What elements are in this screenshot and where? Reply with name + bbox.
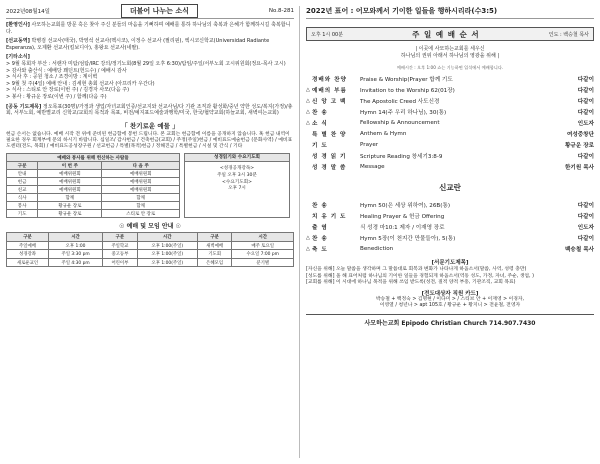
roster-cell: 헌금 (7, 178, 38, 186)
other-news-section (6, 54, 294, 100)
roster-cell: 스티로 안 장로 (102, 210, 180, 218)
order-presenter: 다같이 (577, 202, 594, 209)
order-presenter: 인도자 (577, 120, 594, 127)
meet-cell: 기도회 (197, 250, 232, 259)
table-row (7, 258, 294, 267)
list-item (306, 95, 594, 106)
order-desc: Scripture Reading 창세기3:8-9 (360, 153, 443, 160)
order-presenter: 여성중창단 (566, 131, 594, 138)
meetings-table (6, 232, 294, 267)
prayer-text: 정오목표(30명)/가정과 생업/자녀교회인증/선교지와 선교사님/다 기관 조직과 활성화/중년 약한 성도/복지(가정)/총회, 서부노회, 예반별교리 신학교/교회의 목적과 목표, 비전/예지표드예술과행학/미국, 한국/협약교회(하늘교회, 새벽여는교회) (6, 103, 293, 117)
standing-mark: △ (306, 86, 310, 93)
order-desc: Message (360, 163, 385, 170)
roster-header: 다 음 주 (102, 162, 180, 170)
list-item (306, 243, 594, 254)
guide-line: [자신을 위해] 오늘 말씀을 생각하며 그 말씀대로 회복과 변화가 나타나게 하옵소서(말씀, 사역, 성령 충만) (306, 267, 527, 273)
roster-cell: 봉사 (7, 202, 38, 210)
table-row (7, 241, 294, 250)
order-desc: Fellowship & Announcement (360, 119, 440, 126)
order-presenter: 다같이 (577, 235, 594, 242)
meetings-title-text: 예배 및 모임 안내 (126, 223, 174, 231)
order-presenter: 다같이 (577, 76, 594, 83)
mission-head: [선교동역] (6, 38, 30, 45)
right-header (306, 4, 594, 19)
roster-cell: 함께 (102, 202, 180, 210)
service-bar (306, 27, 594, 41)
roster-header: 이 번 주 (38, 162, 102, 170)
guide-line: [성도를 위해] 올 해 표어처럼 하나님의 기이한 일들을 경험되게 하옵소서(역동 성도, 가정, 자녀, 주순, 생업, ) (306, 273, 534, 279)
roster-cell: 함께 (38, 194, 102, 202)
order-name: 성 경 말 씀 (312, 164, 347, 171)
service-time: 오후 1시 00분 (311, 31, 344, 38)
order-name: 성 경 읽 기 (312, 153, 347, 160)
meet-cell: 새벽예배 (197, 241, 232, 250)
conference-title: 성경읽기와 수요기도회 (185, 154, 289, 162)
order-desc: 식 성경 마10:1 제자 / 이재영 장로 (360, 224, 445, 231)
roster-cell: 안내 (7, 170, 38, 178)
evangelism-line: 이영열 / 청년나 > apt 105호 / 황규운 + 황지니 > 전윤철, 전영자 (379, 303, 521, 309)
list-item (306, 117, 594, 128)
standing-mark: △ (306, 245, 310, 252)
meet-cell: 주일 3:30 pm (49, 250, 103, 259)
meet-cell: 오후 1:00 (49, 241, 103, 250)
list-item (306, 84, 594, 95)
order-desc: Healing Prayer & 헌금 Offering (360, 213, 445, 220)
list-item (306, 139, 594, 150)
prayer-head: [공동 기도제목] (6, 103, 42, 110)
meet-header: 구분 (7, 233, 49, 242)
table-row (7, 202, 180, 210)
meet-header: 시간 (49, 233, 103, 242)
standing-mark: △ (306, 108, 310, 115)
order-name: 찬 송 (312, 235, 328, 242)
order-name: 찬 송 (312, 109, 328, 116)
roster-cell: 황규운 장로 (38, 202, 102, 210)
list-item (306, 161, 594, 172)
meet-cell: 수요일 7:00 pm (232, 250, 294, 259)
order-presenter: 다같이 (577, 87, 594, 94)
order-presenter: 인도자 (577, 224, 594, 231)
meet-header: 구분 (103, 233, 138, 242)
meet-cell: 주일예배 (7, 241, 49, 250)
church-vision (306, 46, 594, 60)
meet-cell: 어린이부 (103, 258, 138, 267)
news-title: 더불어 나누는 소식 (121, 4, 198, 18)
roster-cell: 기도 (7, 210, 38, 218)
order-desc: The Apostolic Creed 사도신경 (360, 98, 440, 105)
issue-date: 2022년08월14일 (6, 9, 50, 15)
meetings-title (6, 221, 294, 230)
list-item (306, 106, 594, 117)
meet-header: 구분 (197, 233, 232, 242)
roster-table (6, 153, 180, 218)
table-row (7, 250, 294, 259)
roster-cell: 함께 (102, 194, 180, 202)
order-desc: Benediction (360, 245, 394, 252)
order-desc: Hymn 50(은 세상 위하여), 26B(통) (360, 202, 451, 209)
second-part-title: 신교란 (439, 183, 461, 192)
standing-mark: △ (306, 97, 310, 104)
list-item (306, 232, 594, 243)
welcome-section (6, 22, 294, 35)
offering-title (6, 121, 294, 130)
meet-cell: 매주 토요일 (232, 241, 294, 250)
order-desc: Hymn 5장(이 천지간 만물들아), 5(통) (360, 235, 456, 242)
meet-cell: 주일 4:30 pm (49, 258, 103, 267)
order-name: 축 도 (312, 246, 328, 253)
order-list (306, 73, 594, 172)
service-title: 주 일 예 배 순 서 (412, 29, 480, 39)
list-item (306, 199, 594, 210)
other-line: > 감사와 출산식 : 예배당 꽤던트(헌드수) / 예배시 감사 (6, 67, 127, 74)
table-row (7, 170, 180, 178)
order-list-2 (306, 199, 594, 254)
meet-header: 시간 (137, 233, 197, 242)
roster-header: 구분 (7, 162, 38, 170)
order-presenter: 다같이 (577, 98, 594, 105)
order-desc: Invitation to the Worship 62(01장) (360, 87, 455, 94)
order-name: 예배의 부름 (312, 87, 347, 94)
roster-cell: 예배위원회 (102, 186, 180, 194)
other-line: > 9월 목회자 부산 : 서랜자 미탐/섬탐/IRC 강의/정기노회(8월 29일 오후 6:30)/탐임/주일/서부노회 고시위원회(정요-목사 고시) (6, 60, 286, 67)
offering-title-text: 「 찬기로운 예물 」 (121, 121, 179, 130)
clock-icon: ☉ (119, 223, 125, 231)
other-head: [기타소식] (6, 54, 30, 61)
evangelism-line: 박승철 + 백정숙 > 김명현 / 이다미 > / 스티브 안 + 이재영 > 이경자, (375, 297, 525, 303)
order-presenter: 황규운 장로 (565, 142, 594, 149)
church-footer: 사모하는교회 Epipodo Christian Church 714.907.7430 (306, 314, 594, 327)
service-leader: 인도 : 백승철 목사 (548, 31, 589, 38)
other-line: > 식사 후 : 공원 청소 / 조경이방 : 계이벽 (6, 74, 98, 81)
year-motto: 2022년 표어 : 어모와께서 기이한 일들을 행하시리라(수3:5) (306, 7, 498, 15)
order-desc: Anthem & Hymn (360, 130, 407, 137)
meet-cell: 분기별 (232, 258, 294, 267)
welcome-head: [환영인사] (6, 22, 30, 28)
order-presenter: 한기원 목사 (565, 164, 594, 171)
table-row (7, 194, 180, 202)
order-desc: Prayer (360, 141, 379, 148)
meet-cell: 오후 1:00(주일) (137, 250, 197, 259)
other-line: > 식사 : 스티로 안 장로(이번 주) / 김경자 사모(다음 주) (6, 87, 130, 94)
order-name: 출 염 (312, 224, 328, 231)
mission-section (6, 38, 294, 51)
order-presenter: 다같이 (577, 153, 594, 160)
conference-line: <수요기도회> (222, 179, 252, 185)
standing-mark: △ (306, 119, 310, 126)
list-item (306, 210, 594, 221)
meet-cell: 새로운교인 (7, 258, 49, 267)
vision-line: 하나님의 권위 아래서 하나님의 영광을 위해 | (400, 53, 500, 59)
meet-cell: 오후 1:00(주일) (137, 241, 197, 250)
order-presenter: 다같이 (577, 213, 594, 220)
order-name: 특 별 찬 양 (312, 131, 347, 138)
roster-cell: 황규운 장로 (38, 210, 102, 218)
clock-icon: ☉ (175, 223, 181, 231)
roster-cell: 예배위원회 (102, 170, 180, 178)
order-name: 치 유 기 도 (312, 213, 347, 220)
roster-cell: 예배위원회 (38, 170, 102, 178)
vision-line: | 이곳에 사모하는교회를 세우신 (415, 46, 485, 52)
conference-line: <성경공개강독> (219, 166, 255, 172)
list-item (306, 150, 594, 161)
roster-cell: 친교 (7, 186, 38, 194)
meet-cell: 성경강좌 (7, 250, 49, 259)
list-item (306, 221, 594, 232)
order-desc: Hymn 14(주 우리 하나님), 30(통) (360, 109, 447, 116)
list-item (306, 73, 594, 84)
mission-text: 박병검 선교사(태국), 박영석 선교사(멕시코), 이정수 선교사 (필리핀), 엑시코신학교(Universidad Radiante Esperanza), 오제환 선교사(킬보디아), 홍왕요 선교사(네팔). (6, 38, 270, 51)
prayer-guide (306, 260, 594, 287)
conference-box (184, 153, 290, 218)
table-row (7, 178, 180, 186)
service-note: 예배시간 : 오후 1:00 쇼는 기능하면 입석에서 예배합니다. (396, 65, 504, 70)
roster-title: 예배와 봉사를 위해 헌신하는 사람들 (7, 154, 180, 162)
meet-cell: 은혜모임 (197, 258, 232, 267)
issue-number: No.8-281 (268, 8, 294, 14)
left-header (6, 4, 294, 19)
order-name: 신 앙 고 백 (312, 98, 347, 105)
conference-line: 주일 오후 3시 30분 (217, 172, 257, 178)
meet-cell: 주일학교 (103, 241, 138, 250)
roster-cell: 예배위원회 (38, 186, 102, 194)
order-name: 경배와 찬양 (312, 76, 347, 83)
roster-cell: 예배위원회 (102, 178, 180, 186)
list-item (306, 128, 594, 139)
right-page (300, 0, 600, 464)
evangelism-card (306, 291, 594, 310)
guide-title: [서문기도제목] (431, 260, 469, 266)
meet-cell: 중고등부 (103, 250, 138, 259)
evangelism-title: [전도대상자 직원 카드] (421, 290, 479, 297)
other-line: > 9월 첫 주(4일) 예배 안내 : 김세현 총회 선교사 (아프리카 우간다) (6, 80, 155, 87)
roster-cell: 식사 (7, 194, 38, 202)
offering-text: 헌금 손서는 없습니다. 예배 시작 전 위에 준비된 헌금함에 봉헌 드립니다. 본 교회는 헌금함에 이름을 공개하지 않습니다. 혹 헌금 내역이 필요한 경우 회계부에 문의 하시기 바랍니다. 십일조/ 감사헌금 / 건축헌금(교회) / 주정(주일)헌금 / 예비표도예술헌금 (문화사역) / 예비표도센터(전도, 목회) / 예비표도공성장구원 / 선교헌금 / 특별(목적)헌금 / 정해진금 / 특별헌금 / 시설 및 간식 / 기타 (6, 131, 293, 150)
standing-mark: △ (306, 234, 310, 241)
table-row (7, 210, 180, 218)
roster-area (6, 153, 294, 218)
table-row (7, 186, 180, 194)
order-presenter: 다같이 (577, 109, 594, 116)
order-desc: Praise & Worship(Prayer 합께 기도 (360, 76, 453, 83)
other-line: > 봉사 : 황규운 장로(이번 주) / 함께(다음 주) (6, 93, 107, 100)
order-name: 찬 송 (312, 202, 328, 209)
order-name: 소 식 (312, 120, 328, 127)
prayer-section (6, 104, 294, 117)
guide-line: [교회를 위해] 이 시대에 하나님 목적을 위해 쓰임 받도록(성전, 질적 양적 부흥, 기관조직, 교회 목표) (306, 280, 516, 286)
meet-cell: 오후 1:00(주일) (137, 258, 197, 267)
order-presenter: 백승철 목사 (565, 246, 594, 253)
meet-header: 시간 (232, 233, 294, 242)
conference-line: 오후 7시 (228, 186, 246, 192)
order-name: 기 도 (312, 142, 328, 149)
roster-cell: 예배위원회 (38, 178, 102, 186)
welcome-text: 사모하는교회를 방문 혹은 찾아 주신 분들의 마음을 기뻐하며 예배를 통하 하나님의 축복과 은혜가 함께하시길 축복합니다. (6, 22, 291, 35)
